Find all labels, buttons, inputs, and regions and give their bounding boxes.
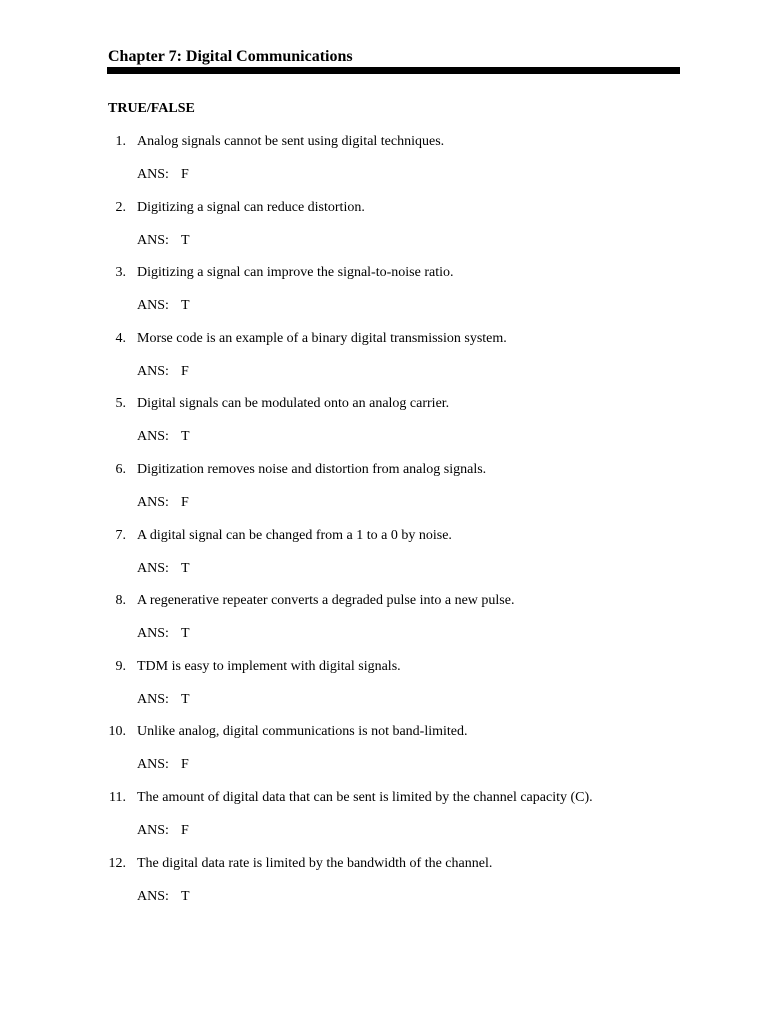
question-text: The digital data rate is limited by the bandwidth of the channel. — [137, 855, 493, 871]
question-text: Morse code is an example of a binary digital transmission system. — [137, 330, 507, 346]
question-list — [0, 133, 768, 920]
answer-line — [137, 232, 190, 250]
question-text: Digitizing a signal can improve the signal-to-noise ratio. — [137, 265, 454, 281]
answer-value: F — [181, 363, 189, 379]
answer-value: T — [181, 560, 190, 576]
answer-value: T — [181, 626, 190, 642]
answer-line — [137, 822, 189, 840]
answer-label: ANS: — [137, 822, 169, 838]
answer-value: T — [181, 298, 190, 314]
answer-value: F — [181, 494, 189, 510]
question-item — [0, 789, 768, 855]
answer-value: F — [181, 822, 189, 838]
question-number: 6. — [115, 461, 126, 477]
question-item — [0, 330, 768, 396]
answer-label: ANS: — [137, 298, 169, 314]
title-rule-divider — [107, 67, 680, 74]
answer-value: T — [181, 691, 190, 707]
question-number: 8. — [115, 593, 126, 609]
answer-label: ANS: — [137, 494, 169, 510]
question-item — [0, 395, 768, 461]
question-text: A regenerative repeater converts a degraded pulse into a new pulse. — [137, 593, 515, 609]
question-item — [0, 527, 768, 593]
answer-label: ANS: — [137, 691, 169, 707]
answer-value: F — [181, 757, 189, 773]
question-number: 12. — [108, 855, 126, 871]
answer-line — [137, 560, 190, 578]
answer-label: ANS: — [137, 429, 169, 445]
answer-label: ANS: — [137, 232, 169, 248]
question-number: 9. — [115, 658, 126, 674]
question-text: The amount of digital data that can be sent is limited by the channel capacity (C). — [137, 789, 593, 805]
answer-label: ANS: — [137, 363, 169, 379]
answer-label: ANS: — [137, 888, 169, 904]
answer-value: F — [181, 167, 189, 182]
answer-line — [137, 363, 189, 381]
section-title: TRUE/FALSE — [108, 101, 195, 116]
answer-value: T — [181, 429, 190, 445]
question-number: 4. — [115, 330, 126, 346]
question-item — [0, 264, 768, 330]
question-number: 7. — [115, 527, 126, 543]
question-item — [0, 199, 768, 265]
question-text: Digitizing a signal can reduce distortion. — [137, 199, 365, 215]
question-item — [0, 461, 768, 527]
question-number: 10. — [108, 724, 126, 740]
answer-value: T — [181, 888, 190, 904]
question-item — [0, 592, 768, 658]
question-text: Unlike analog, digital communications is not band-limited. — [137, 724, 468, 740]
question-number: 5. — [115, 396, 126, 412]
question-item — [0, 658, 768, 724]
question-number: 3. — [115, 265, 126, 281]
answer-label: ANS: — [137, 167, 169, 182]
answer-line — [137, 756, 189, 774]
question-number: 1. — [115, 134, 126, 149]
chapter-title: Chapter 7: Digital Communications — [108, 48, 353, 65]
question-text: Digitization removes noise and distortion from analog signals. — [137, 461, 487, 477]
answer-label: ANS: — [137, 626, 169, 642]
question-number: 2. — [115, 199, 126, 215]
answer-line — [137, 494, 189, 512]
answer-value: T — [181, 232, 190, 248]
question-item — [0, 723, 768, 789]
question-item — [0, 133, 768, 199]
question-text: Analog signals cannot be sent using digital techniques. — [137, 134, 445, 149]
answer-line — [137, 297, 190, 315]
question-text: Digital signals can be modulated onto an analog carrier. — [137, 396, 450, 412]
answer-line — [137, 428, 190, 446]
answer-line — [137, 888, 190, 906]
question-text: TDM is easy to implement with digital signals. — [137, 658, 401, 674]
answer-label: ANS: — [137, 757, 169, 773]
answer-line — [137, 166, 189, 184]
answer-line — [137, 625, 190, 643]
answer-label: ANS: — [137, 560, 169, 576]
question-text: A digital signal can be changed from a 1 to a 0 by noise. — [137, 527, 452, 543]
question-number: 11. — [109, 789, 126, 805]
answer-line — [137, 691, 190, 709]
question-item — [0, 855, 768, 921]
